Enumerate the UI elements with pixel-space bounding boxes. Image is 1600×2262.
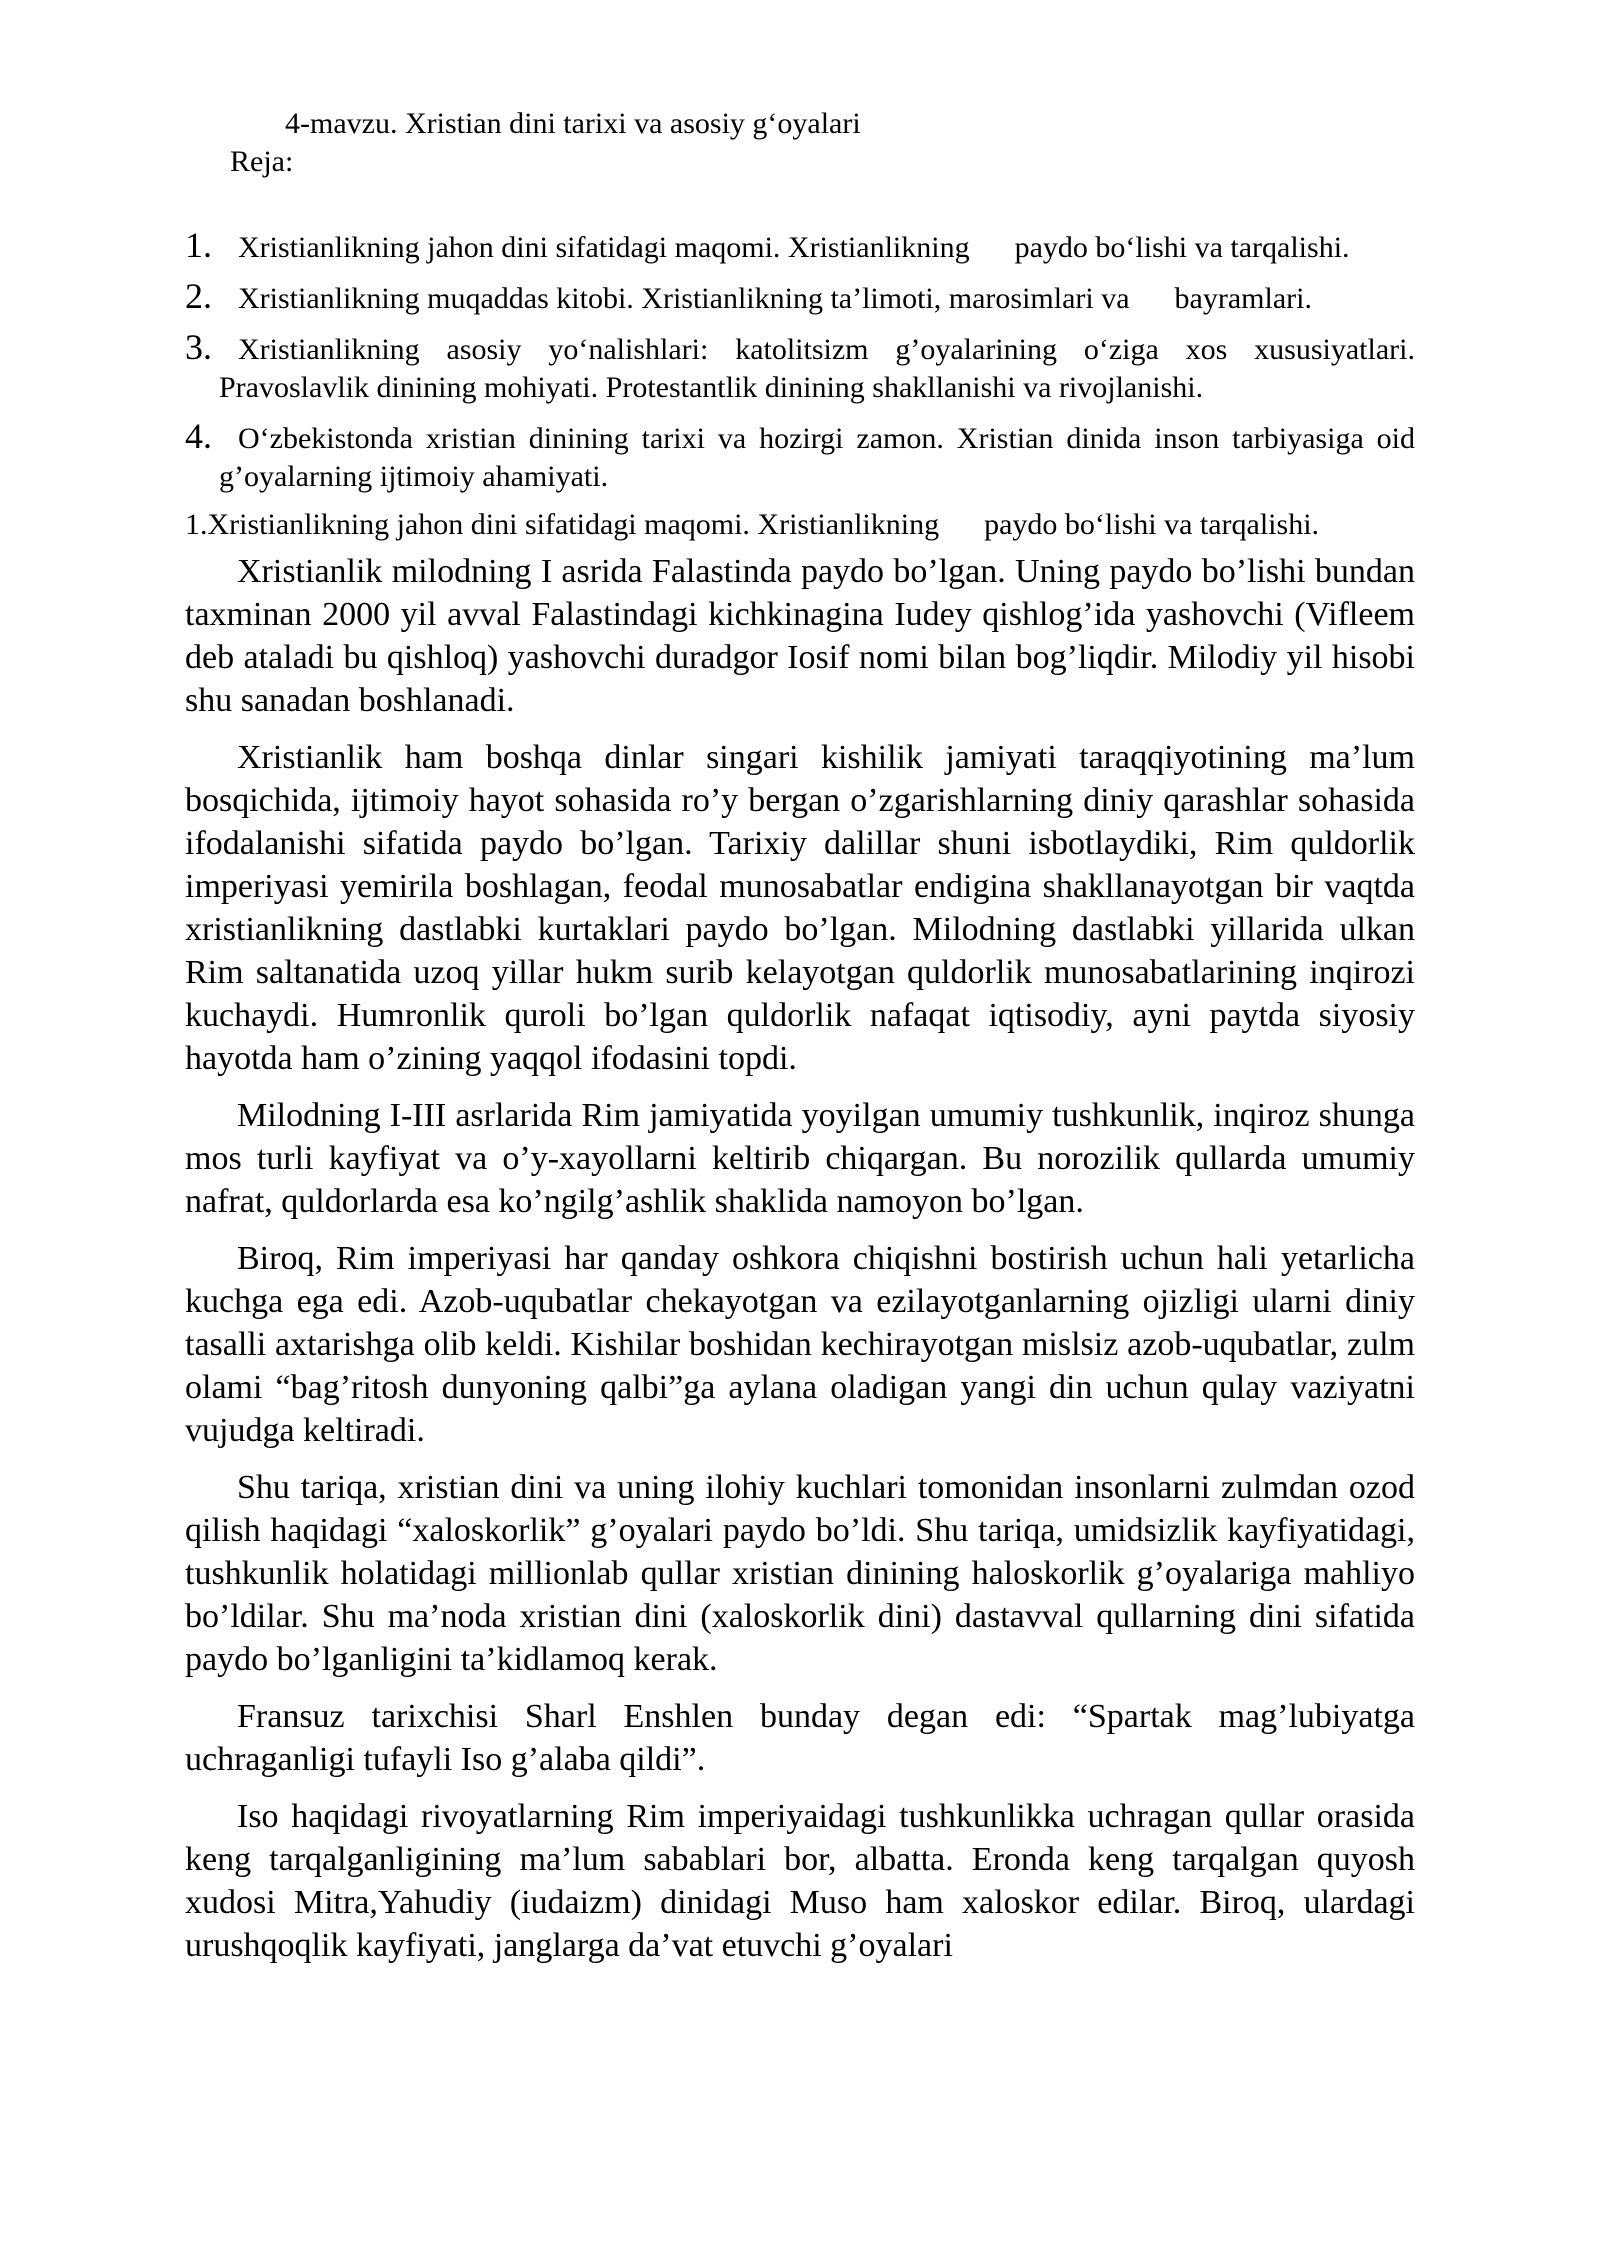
body-paragraph: Milodning I-III asrlarida Rim jamiyatida yoyilgan umumiy tushkunlik, inqiroz shunga mos turli kayfiyat va o’y-xayollarni keltirib chiqargan. Bu norozilik qullarda umumiy nafrat, quldorlarda esa ko’ngilg’ashlik shaklida namoyon bo’lgan. <box>185 1097 1415 1220</box>
plan-item-text: Xristianlikning muqaddas kitobi. Xristianlikning ta’limoti, marosimlari va bayramlari. <box>238 282 1312 315</box>
plan-item <box>185 327 1423 407</box>
page-title: 4-mavzu. Xristian dini tarixi va asosiy g‘oyalari <box>285 107 861 140</box>
body-paragraph: Xristianlik ham boshqa dinlar singari kishilik jamiyati taraqqiyotining ma’lum bosqichida, ijtimoiy hayot sohasida ro’y bergan o’zgarishlarning diniy qarashlar sohasida ifodalanishi sifatida paydo bo’lgan. Tarixiy dalillar shuni isbotlaydiki, Rim quldorlik imperiyasi yemirila boshlagan, feodal munosabatlar endigina shakllanayotgan bir vaqtda xristianlikning dastlabki kurtaklari paydo bo’lgan. Milodning dastlabki yillarida ulkan Rim saltanatida uzoq yillar hukm surib kelayotgan quldorlik munosabatlarining inqirozi kuchaydi. Humronlik quroli bo’lgan quldorlik nafaqat iqtisodiy, ayni paytda siyosiy hayotda ham o’zining yaqqol ifodasini topdi. <box>185 739 1415 1077</box>
plan-item-number: 2. <box>185 276 212 316</box>
plan-item-number: 4. <box>185 416 212 456</box>
plan-item-text: Xristianlikning asosiy yo‘nalishlari: katolitsizm g’oyalarining o‘ziga xos xususiyatlari. Pravoslavlik dinining mohiyati. Protestantlik dinining shakllanishi va rivojlanishi. <box>219 333 1423 404</box>
body-paragraph: Fransuz tarixchisi Sharl Enshlen bunday degan edi: “Spartak mag’lubiyatga uchraganligi tufayli Iso g’alaba qildi”. <box>185 1698 1415 1778</box>
plan-item <box>185 416 1423 496</box>
plan-item-text: Xristianlikning jahon dini sifatidagi maqomi. Xristianlikning paydo bo‘lishi va tarqalishi. <box>238 231 1350 264</box>
body-paragraph: Biroq, Rim imperiyasi har qanday oshkora chiqishni bostirish uchun hali yetarlicha kuchga ega edi. Azob-uqubatlar chekayotgan va ezilayotganlarning ojizligi ularni diniy tasalli axtarishga olib keldi. Kishilar boshidan kechirayotgan mislsiz azob-uqubatlar, zulm olami “bag’ritosh dunyoning qalbi”ga aylana oladigan yangi din uchun qulay vaziyatni vujudga keltiradi. <box>185 1240 1415 1449</box>
plan-item-number: 1. <box>185 225 212 265</box>
body-paragraph: Xristianlik milodning I asrida Falastinda paydo bo’lgan. Uning paydo bo’lishi bundan taxminan 2000 yil avval Falastindagi kichkinagina Iudey qishlog’ida yashovchi (Vifleem deb ataladi bu qishloq) yashovchi duradgor Iosif nomi bilan bog’liqdir. Milodiy yil hisobi shu sanadan boshlanadi. <box>185 553 1415 719</box>
plan-list <box>185 225 1423 496</box>
plan-item-number: 3. <box>185 327 212 367</box>
document-body <box>185 550 1415 1967</box>
plan-item-text: O‘zbekistonda xristian dinining tarixi va hozirgi zamon. Xristian dinida inson tarbiyasiga oid g’oyalarning ijtimoiy ahamiyati. <box>219 422 1423 493</box>
section-heading: 1.Xristianlikning jahon dini sifatidagi maqomi. Xristianlikning paydo bo‘lishi va tarqalishi. <box>185 508 1320 541</box>
plan-item <box>185 226 1415 267</box>
plan-item <box>185 277 1415 318</box>
plan-label: Reja: <box>230 145 294 178</box>
body-paragraph: Iso haqidagi rivoyatlarning Rim imperiyaidagi tushkunlikka uchragan qullar orasida keng tarqalganligining ma’lum sabablari bor, albatta. Eronda keng tarqalgan quyosh xudosi Mitra,Yahudiy (iudaizm) dinidagi Muso ham xaloskor edilar. Biroq, ulardagi urushqoqlik kayfiyati, janglarga da’vat etuvchi g’oyalari <box>185 1798 1415 1964</box>
body-paragraph: Shu tariqa, xristian dini va uning ilohiy kuchlari tomonidan insonlarni zulmdan ozod qilish haqidagi “xaloskorlik” g’oyalari paydo bo’ldi. Shu tariqa, umidsizlik kayfiyatidagi, tushkunlik holatidagi millionlab qullar xristian dinining haloskorlik g’oyalariga mahliyo bo’ldilar. Shu ma’noda xristian dini (xaloskorlik dini) dastavval qullarning dini sifatida paydo bo’lganligini ta’kidlamoq kerak. <box>185 1469 1415 1678</box>
